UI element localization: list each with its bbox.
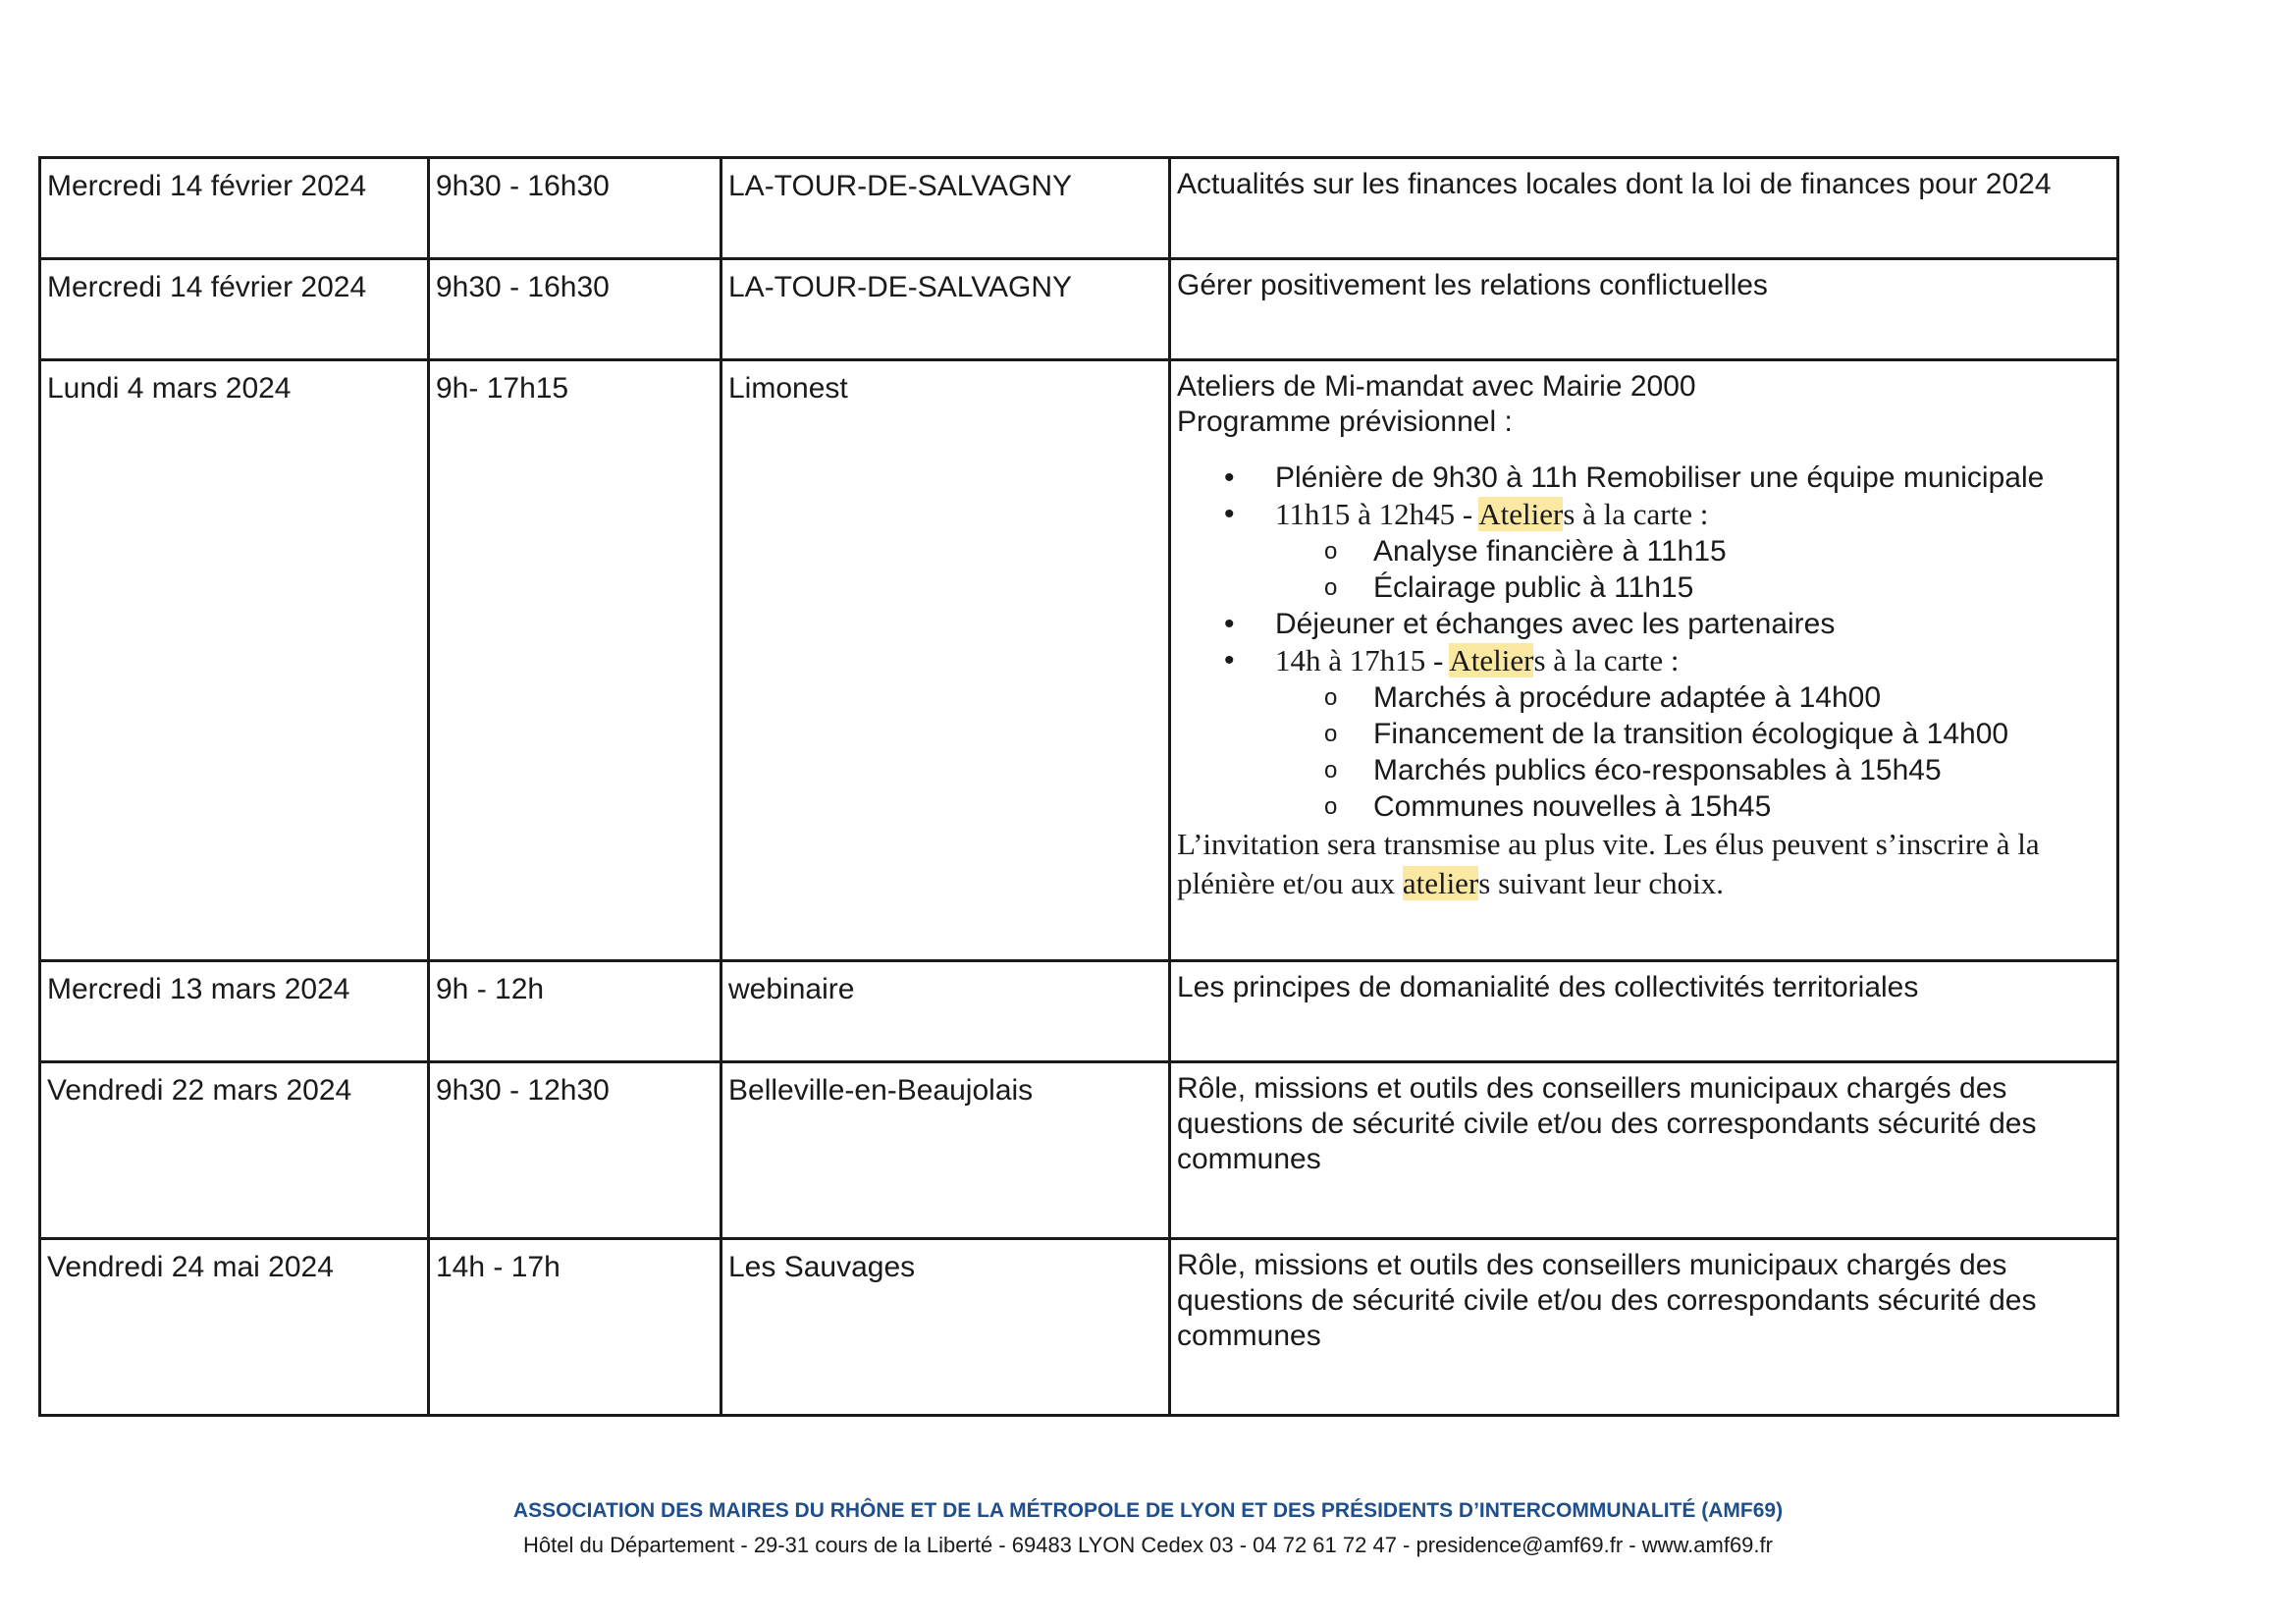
sub-list-item: o Éclairage public à 11h15 xyxy=(1275,569,2110,606)
table-row xyxy=(40,259,2118,360)
table-row xyxy=(40,1062,2118,1239)
sub-list-item: o Marchés à procédure adaptée à 14h00 xyxy=(1275,679,2110,716)
sub-list-item: o Analyse financière à 11h15 xyxy=(1275,533,2110,569)
sub-list-item: o Marchés publics éco-responsables à 15h45 xyxy=(1275,752,2110,788)
item-prefix: 11h15 à 12h45 - xyxy=(1275,497,1479,531)
place-cell: Les Sauvages xyxy=(721,1239,1170,1416)
place-cell: Limonest xyxy=(721,360,1170,961)
sub-list xyxy=(1275,533,2110,606)
topic-cell xyxy=(1170,360,2118,961)
highlighted-word: Atelier xyxy=(1449,643,1534,677)
note-text-end: s suivant leur choix. xyxy=(1478,866,1724,900)
table-row xyxy=(40,360,2118,961)
sub-list-item: o Financement de la transition écologique à 14h00 xyxy=(1275,716,2110,752)
sub-list xyxy=(1275,679,2110,825)
program-title: Ateliers de Mi-mandat avec Mairie 2000 xyxy=(1177,370,1696,403)
topic-cell: Gérer positivement les relations conflictuelles xyxy=(1170,259,2118,360)
schedule-table xyxy=(38,156,2119,1417)
footer-organization: ASSOCIATION DES MAIRES DU RHÔNE ET DE LA MÉTROPOLE DE LYON ET DES PRÉSIDENTS D’INTERCOMMUNALITÉ (AMF69) xyxy=(512,1499,1784,1522)
place-cell: LA-TOUR-DE-SALVAGNY xyxy=(721,259,1170,360)
item-suffix: s à la carte : xyxy=(1533,643,1680,677)
list-item: • Plénière de 9h30 à 11h Remobiliser une équipe municipale xyxy=(1177,460,2110,496)
table-row xyxy=(40,1239,2118,1416)
topic-cell: Rôle, missions et outils des conseillers municipaux chargés des questions de sécurité civile et/ou des correspondants sécurité des communes xyxy=(1170,1239,2118,1416)
topic-cell: Les principes de domanialité des collectivités territoriales xyxy=(1170,961,2118,1062)
invitation-note xyxy=(1177,825,2110,903)
table-row xyxy=(40,961,2118,1062)
list-item xyxy=(1177,642,2110,825)
program-list xyxy=(1177,460,2110,825)
time-cell: 9h- 17h15 xyxy=(429,360,721,961)
sub-list-item: o Communes nouvelles à 15h45 xyxy=(1275,788,2110,825)
note-text: L’invitation sera transmise au plus vite. Les élus peuvent s’inscrire à la plénière et/ou aux xyxy=(1177,827,2040,900)
date-cell: Mercredi 13 mars 2024 xyxy=(40,961,429,1062)
highlighted-word: Atelier xyxy=(1478,497,1564,531)
item-suffix: s à la carte : xyxy=(1563,497,1709,531)
time-cell: 9h30 - 16h30 xyxy=(429,259,721,360)
place-cell: Belleville-en-Beaujolais xyxy=(721,1062,1170,1239)
time-cell: 14h - 17h xyxy=(429,1239,721,1416)
list-item xyxy=(1177,496,2110,606)
date-cell: Vendredi 22 mars 2024 xyxy=(40,1062,429,1239)
list-item: • Déjeuner et échanges avec les partenaires xyxy=(1177,606,2110,642)
highlighted-word: atelier xyxy=(1402,866,1479,900)
place-cell: LA-TOUR-DE-SALVAGNY xyxy=(721,158,1170,259)
date-cell: Mercredi 14 février 2024 xyxy=(40,158,429,259)
time-cell: 9h - 12h xyxy=(429,961,721,1062)
table-row xyxy=(40,158,2118,259)
place-cell: webinaire xyxy=(721,961,1170,1062)
date-cell: Lundi 4 mars 2024 xyxy=(40,360,429,961)
program-block xyxy=(1177,369,2110,903)
item-prefix: 14h à 17h15 - xyxy=(1275,643,1450,677)
topic-cell: Actualités sur les finances locales dont la loi de finances pour 2024 xyxy=(1170,158,2118,259)
program-subtitle: Programme prévisionnel : xyxy=(1177,406,1513,438)
time-cell: 9h30 - 16h30 xyxy=(429,158,721,259)
date-cell: Vendredi 24 mai 2024 xyxy=(40,1239,429,1416)
date-cell: Mercredi 14 février 2024 xyxy=(40,259,429,360)
time-cell: 9h30 - 12h30 xyxy=(429,1062,721,1239)
footer-address: Hôtel du Département - 29-31 cours de la Liberté - 69483 LYON Cedex 03 - 04 72 61 72 47 - presidence@amf69.fr - www.amf69.fr xyxy=(523,1533,1773,1557)
topic-cell: Rôle, missions et outils des conseillers municipaux chargés des questions de sécurité civile et/ou des correspondants sécurité des communes xyxy=(1170,1062,2118,1239)
